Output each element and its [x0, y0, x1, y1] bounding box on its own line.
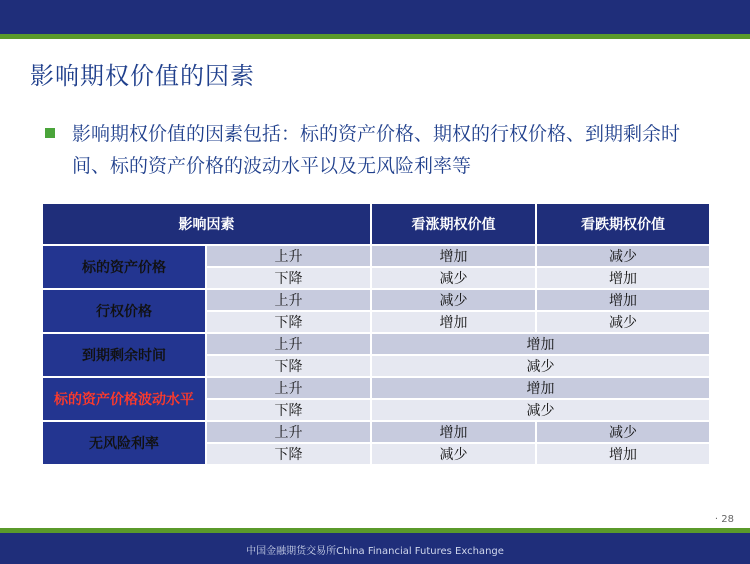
put-value-cell: 减少 [537, 312, 709, 332]
bullet-text: 影响期权价值的因素包括：标的资产价格、期权的行权价格、到期剩余时间、标的资产价格的波动水平以及无风险利率等 [72, 123, 681, 177]
direction-cell: 下降 [207, 268, 370, 288]
call-value-cell: 增加 [372, 312, 535, 332]
put-value-cell: 增加 [537, 290, 709, 310]
both-value-cell: 增加 [372, 334, 709, 354]
direction-cell: 上升 [207, 334, 370, 354]
direction-cell: 上升 [207, 290, 370, 310]
top-green-stripe [0, 34, 750, 39]
page-number: · 28 [714, 514, 734, 525]
page-number-value: 28 [721, 514, 734, 525]
factor-cell: 行权价格 [43, 290, 205, 332]
factor-cell: 无风险利率 [43, 422, 205, 464]
call-value-cell: 增加 [372, 246, 535, 266]
footer-exchange-name: 中国金融期货交易所China Financial Futures Exchange [246, 546, 504, 557]
put-value-cell: 增加 [537, 268, 709, 288]
factor-cell: 标的资产价格 [43, 246, 205, 288]
direction-cell: 上升 [207, 378, 370, 398]
put-value-cell: 减少 [537, 246, 709, 266]
table-row [43, 378, 709, 398]
header-put: 看跌期权价值 [537, 204, 709, 244]
call-value-cell: 减少 [372, 268, 535, 288]
call-value-cell: 减少 [372, 290, 535, 310]
call-value-cell: 减少 [372, 444, 535, 464]
both-value-cell: 增加 [372, 378, 709, 398]
put-value-cell: 减少 [537, 422, 709, 442]
table-header-row [43, 204, 709, 244]
factor-cell: 到期剩余时间 [43, 334, 205, 376]
put-value-cell: 增加 [537, 444, 709, 464]
table-row [43, 422, 709, 442]
direction-cell: 上升 [207, 246, 370, 266]
direction-cell: 上升 [207, 422, 370, 442]
direction-cell: 下降 [207, 312, 370, 332]
slide-title: 影响期权价值的因素 [30, 62, 255, 90]
factor-cell-highlighted: 标的资产价格波动水平 [43, 378, 205, 420]
header-factor: 影响因素 [43, 204, 370, 244]
direction-cell: 下降 [207, 400, 370, 420]
direction-cell: 下降 [207, 356, 370, 376]
both-value-cell: 减少 [372, 400, 709, 420]
both-value-cell: 减少 [372, 356, 709, 376]
top-banner [0, 0, 750, 34]
header-call: 看涨期权价值 [372, 204, 535, 244]
table-row [43, 334, 709, 354]
table-row [43, 290, 709, 310]
factors-table [41, 202, 711, 466]
table-row [43, 246, 709, 266]
direction-cell: 下降 [207, 444, 370, 464]
bullet-square-icon [45, 128, 55, 138]
call-value-cell: 增加 [372, 422, 535, 442]
